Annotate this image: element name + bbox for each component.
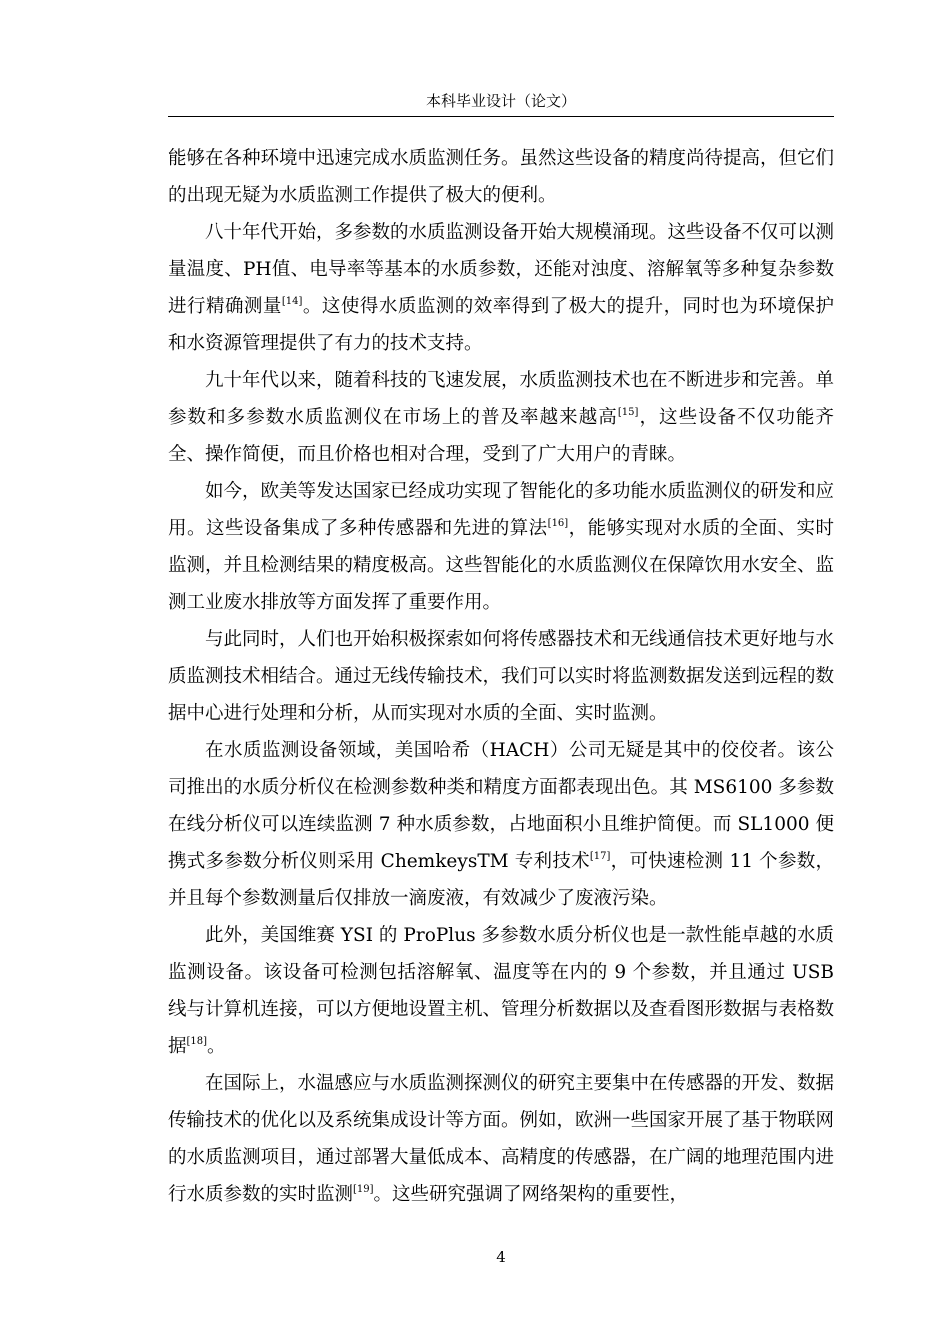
paragraph-text: 。: [207, 1036, 226, 1057]
paragraph: [168, 473, 834, 621]
paragraph-text: ，这些设备不仅功能齐全、操作简便，而且价格也相对合理，受到了广大用户的青睐。: [168, 407, 834, 465]
paragraph-text: 与此同时，人们也开始积极探索如何将传感器技术和无线通信技术更好地与水质监测技术相结合。通过无线传输技术，我们可以实时将监测数据发送到远程的数据中心进行处理和分析，从而实现对水质的全面、实时监测。: [168, 629, 835, 724]
page-number: 4: [496, 1248, 506, 1266]
paragraph-text: 在水质监测设备领域，美国哈希（HACH）公司无疑是其中的佼佼者。该公司推出的水质分析仪在检测参数种类和精度方面都表现出色。其 MS6100 多参数在线分析仪可以连续监测 7 种水质参数，占地面积小且维护简便。而 SL1000 便携式多参数分析仪则采用 ChemkeysTM 专利技术: [168, 740, 834, 872]
paragraph: [168, 621, 834, 732]
paragraph: [168, 140, 834, 214]
paragraph-text: ，能够实现对水质的全面、实时监测，并且检测结果的精度极高。这些智能化的水质监测仪在保障饮用水安全、监测工业废水排放等方面发挥了重要作用。: [168, 518, 835, 613]
paragraph-text: ，可快速检测 11 个参数，并且每个参数测量后仅排放一滴废液，有效减少了废液污染。: [168, 851, 834, 909]
paragraph: [168, 214, 834, 362]
paragraph-text: 八十年代开始，多参数的水质监测设备开始大规模涌现。这些设备不仅可以测量温度、PH值、电导率等基本的水质参数，还能对浊度、溶解氧等多种复杂参数进行精确测量: [168, 222, 835, 317]
paragraph-text: 在国际上，水温感应与水质监测探测仪的研究主要集中在传感器的开发、数据传输技术的优化以及系统集成设计等方面。例如，欧洲一些国家开展了基于物联网的水质监测项目，通过部署大量低成本、高精度的传感器，在广阔的地理范围内进行水质参数的实时监测: [168, 1073, 835, 1205]
paragraph-text: 能够在各种环境中迅速完成水质监测任务。虽然这些设备的精度尚待提高，但它们的出现无疑为水质监测工作提供了极大的便利。: [168, 148, 835, 206]
citation-ref: [19]: [353, 1184, 374, 1195]
citation-ref: [16]: [547, 518, 569, 529]
citation-ref: [17]: [589, 851, 611, 862]
paragraph: [168, 362, 834, 473]
page-header: 本科毕业设计（论文）: [425, 92, 576, 110]
paragraph-text: 九十年代以来，随着科技的飞速发展，水质监测技术也在不断进步和完善。单参数和多参数水质监测仪在市场上的普及率越来越高: [168, 370, 835, 428]
citation-ref: [14]: [281, 296, 303, 307]
paragraph-text: 。这使得水质监测的效率得到了极大的提升，同时也为环境保护和水资源管理提供了有力的技术支持。: [168, 296, 834, 354]
paragraph-text: 此外，美国维赛 YSI 的 ProPlus 多参数水质分析仪也是一款性能卓越的水质监测设备。该设备可检测包括溶解氧、温度等在内的 9 个参数，并且通过 USB 线与计算机连接，可以方便地设置主机、管理分析数据以及查看图形数据与表格数据: [168, 925, 835, 1057]
paragraph: [168, 917, 834, 1065]
paragraph: [168, 1065, 834, 1213]
paragraph-text: 如今，欧美等发达国家已经成功实现了智能化的多功能水质监测仪的研发和应用。这些设备集成了多种传感器和先进的算法: [168, 481, 835, 539]
header-rule: [168, 116, 834, 117]
paragraph: [168, 732, 834, 917]
citation-ref: [18]: [186, 1036, 208, 1047]
body-text: [168, 140, 834, 1213]
paragraph-text: 。这些研究强调了网络架构的重要性，: [373, 1184, 689, 1205]
citation-ref: [15]: [617, 407, 639, 418]
